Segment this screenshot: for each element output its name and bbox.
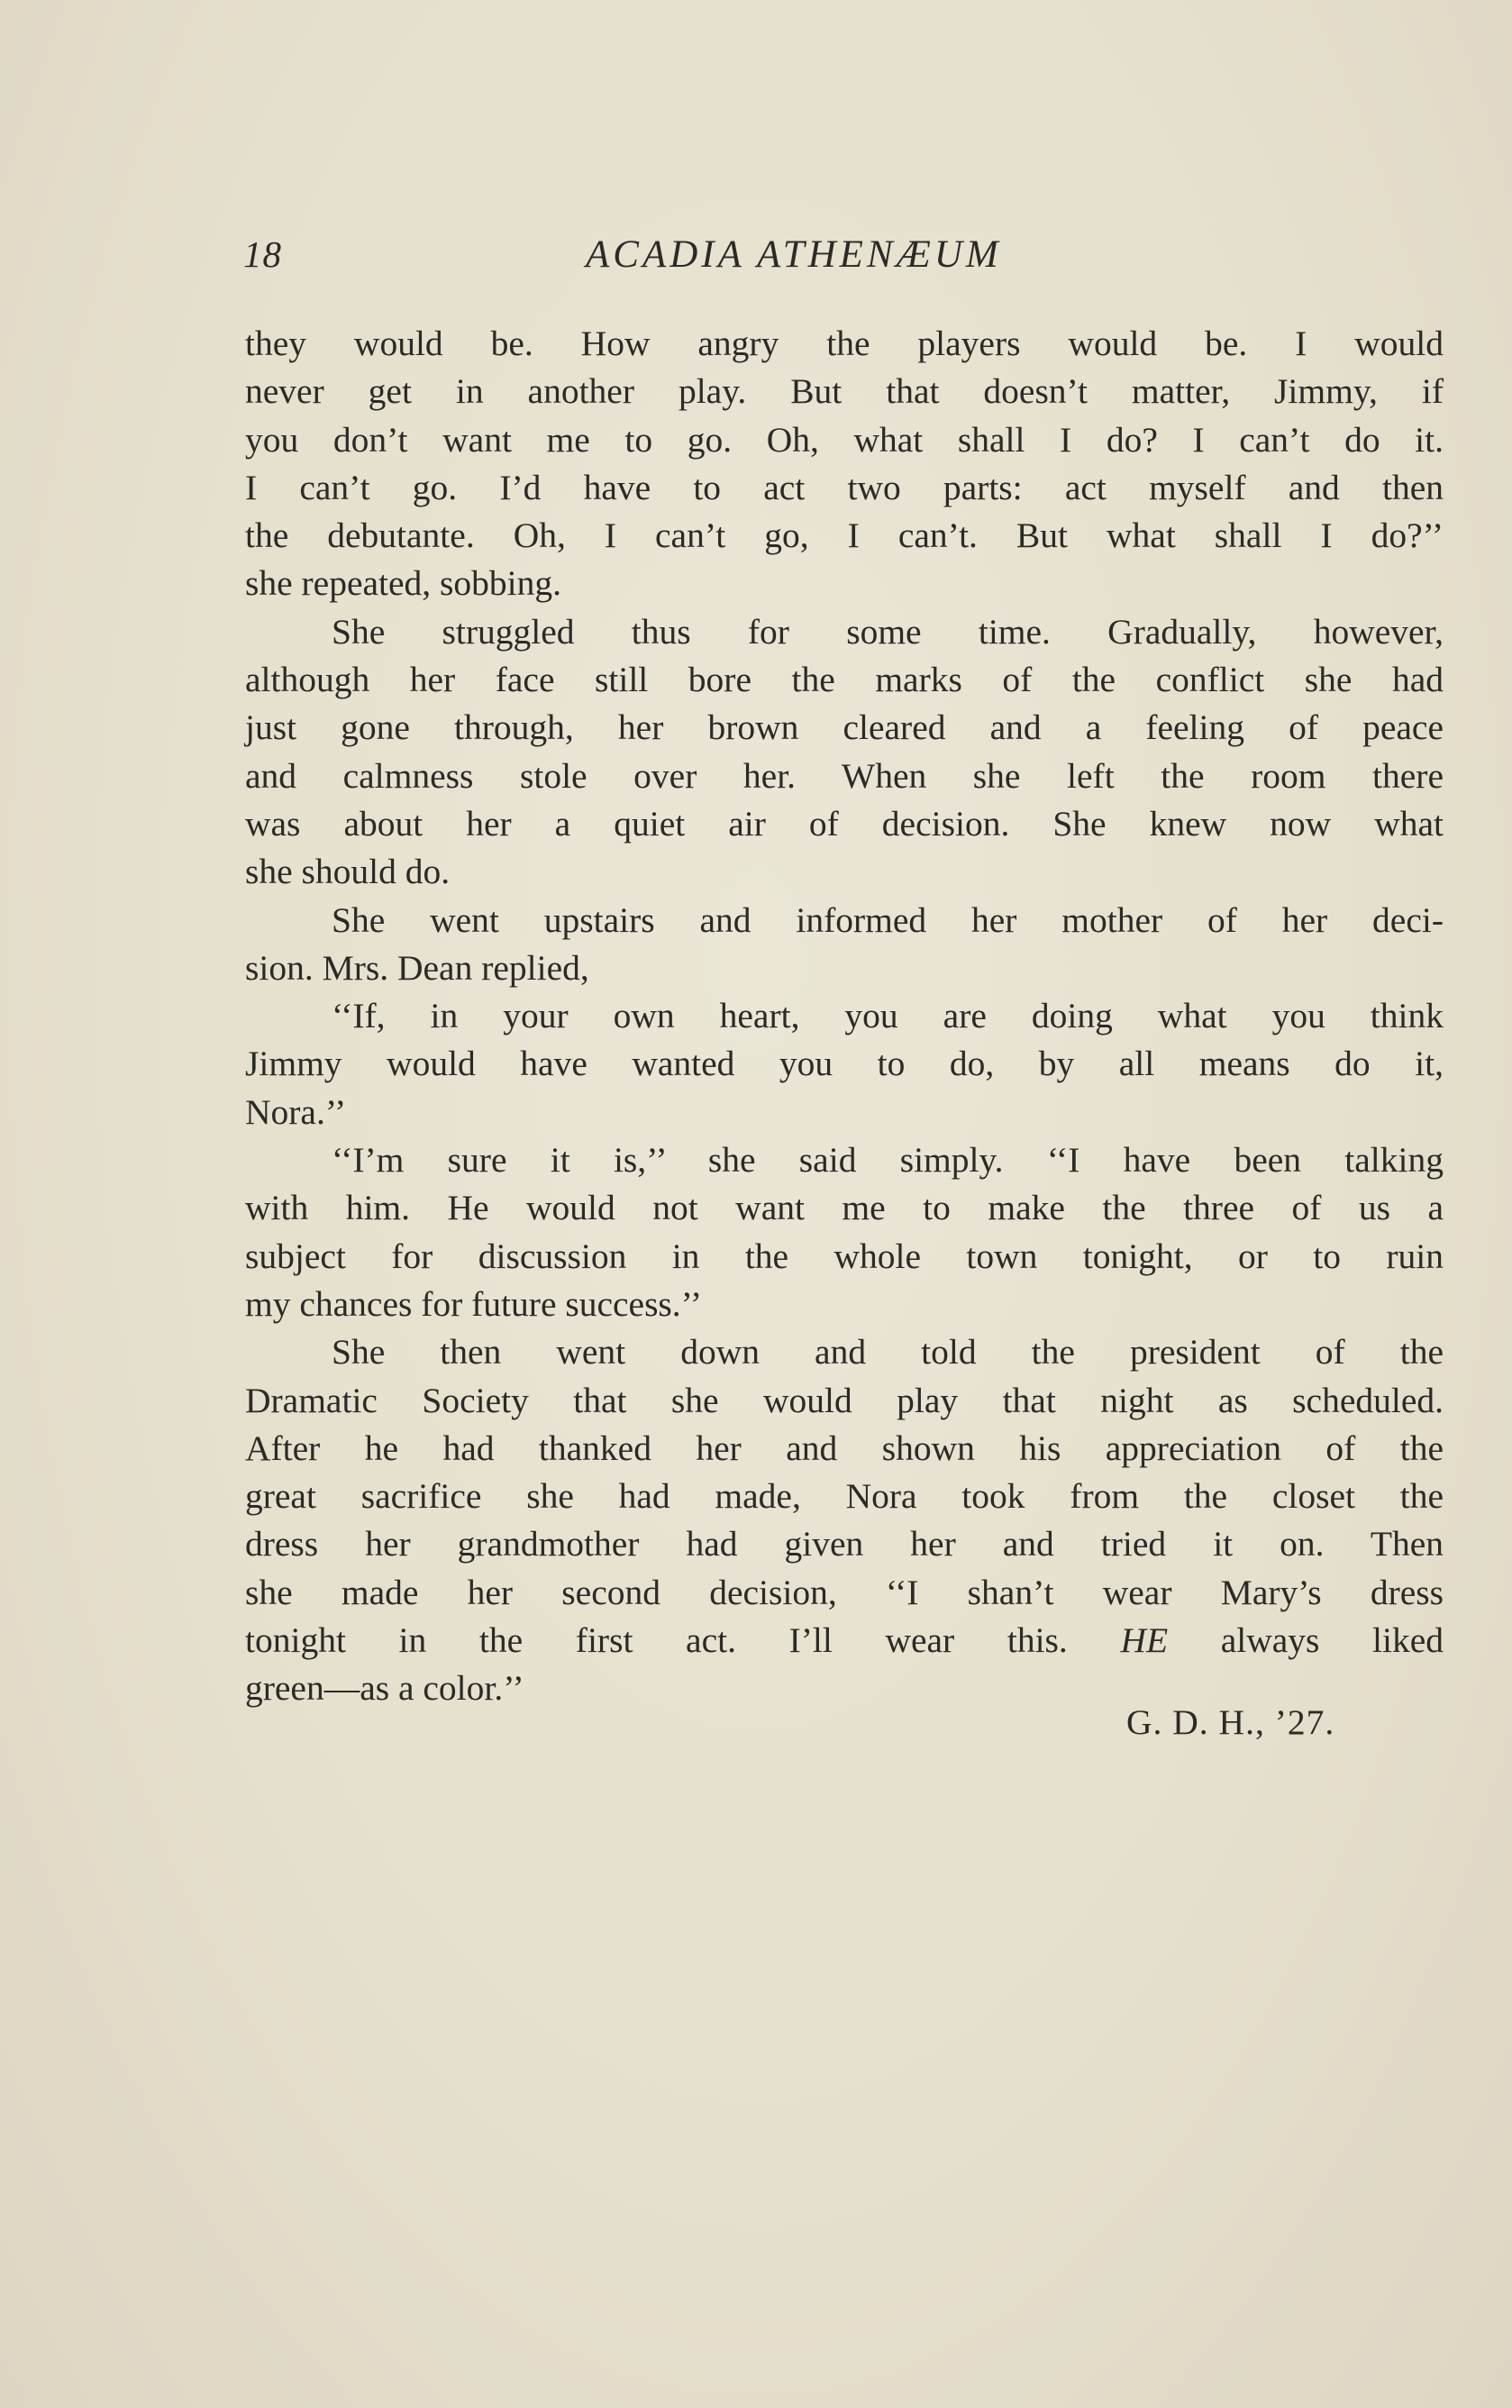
line-text: although her face still bore the marks of the conflict she had (245, 660, 1444, 700)
line-text: they would be. How angry the players would be. I would (245, 324, 1444, 363)
line-text: After he had thanked her and shown his appreciation of the (245, 1427, 1444, 1468)
text-line (245, 464, 1444, 512)
line-text: great sacrifice she had made, Nora took from the closet the (245, 1476, 1444, 1517)
page-number: 18 (243, 233, 282, 275)
text-line (245, 800, 1444, 848)
text-line (245, 1377, 1444, 1425)
line-text: She then went down and told the president of the (332, 1332, 1444, 1373)
line-text: Jimmy would have wanted you to do, by all means do it, (245, 1044, 1444, 1084)
line-text: she should do. (245, 852, 451, 892)
line-text: Dramatic Society that she would play that night as scheduled. (245, 1380, 1444, 1420)
line-text: you don’t want me to go. Oh, what shall I do? I can’t do it. (245, 419, 1444, 460)
text-line (245, 560, 1444, 607)
signature: G. D. H., ’27. (1126, 1702, 1335, 1742)
text-line (245, 848, 1444, 896)
text-line (245, 1328, 1444, 1376)
text-line (245, 1136, 1444, 1184)
line-text: She struggled thus for some time. Gradually, however, (332, 611, 1444, 652)
text-line (245, 897, 1444, 944)
line-text: and calmness stole over her. When she left the room there (245, 755, 1444, 796)
line-text: my chances for future success.’’ (245, 1283, 703, 1324)
page-header (243, 233, 1144, 278)
line-text: was about her a quiet air of decision. She knew now what (245, 803, 1444, 844)
text-line (245, 608, 1444, 656)
line-text: never get in another play. But that doesn’t matter, Jimmy, if (245, 371, 1444, 412)
text-line (245, 1281, 1444, 1328)
line-text: the debutante. Oh, I can’t go, I can’t. But what shall I do?’’ (245, 515, 1444, 556)
line-text: I can’t go. I’d have to act two parts: act myself and then (245, 467, 1444, 507)
text-line (245, 1569, 1444, 1617)
text-line (245, 1184, 1444, 1232)
text-line (245, 512, 1444, 560)
text-line (245, 320, 1444, 368)
running-title: ACADIA ATHENÆUM (586, 233, 1002, 276)
line-text: she repeated, sobbing. (245, 563, 562, 604)
line-text: sion. Mrs. Dean replied, (245, 947, 589, 988)
text-line (245, 752, 1444, 800)
line-text: tonight in the first act. I’ll wear this. (245, 1620, 1068, 1661)
text-line (245, 1473, 1444, 1520)
line-text: Nora.’’ (245, 1091, 347, 1132)
text-line (245, 992, 1444, 1040)
line-text: just gone through, her brown cleared and a feeling of peace (245, 707, 1444, 748)
line-text: she made her second decision, ‘‘I shan’t wear Mary’s dress (245, 1572, 1444, 1612)
emphasis-text: HE (1120, 1620, 1169, 1661)
line-text: subject for discussion in the whole town tonight, or to ruin (245, 1236, 1444, 1276)
body-text (245, 320, 1444, 1713)
line-text: always liked (1220, 1620, 1444, 1661)
line-text: ‘‘If, in your own heart, you are doing what you think (332, 996, 1444, 1036)
text-line (245, 1233, 1444, 1281)
line-text: green—as a color.’’ (245, 1668, 524, 1709)
line-text: with him. He would not want me to make the three of us a (245, 1188, 1444, 1228)
line-text: ‘‘I’m sure it is,’’ she said simply. ‘‘I have been talking (332, 1140, 1444, 1181)
text-line (245, 416, 1444, 464)
text-line (245, 944, 1444, 992)
text-line (245, 1425, 1444, 1473)
text-line (245, 704, 1444, 752)
text-line (245, 1089, 1444, 1136)
text-line (245, 1040, 1444, 1088)
line-text: dress her grandmother had given her and tried it on. Then (245, 1524, 1444, 1564)
text-line (245, 656, 1444, 704)
text-lines (245, 320, 1444, 1617)
line-text: She went upstairs and informed her mother of her deci- (332, 899, 1444, 940)
text-line (245, 368, 1444, 415)
text-line (245, 1617, 1444, 1665)
text-line (245, 1520, 1444, 1568)
